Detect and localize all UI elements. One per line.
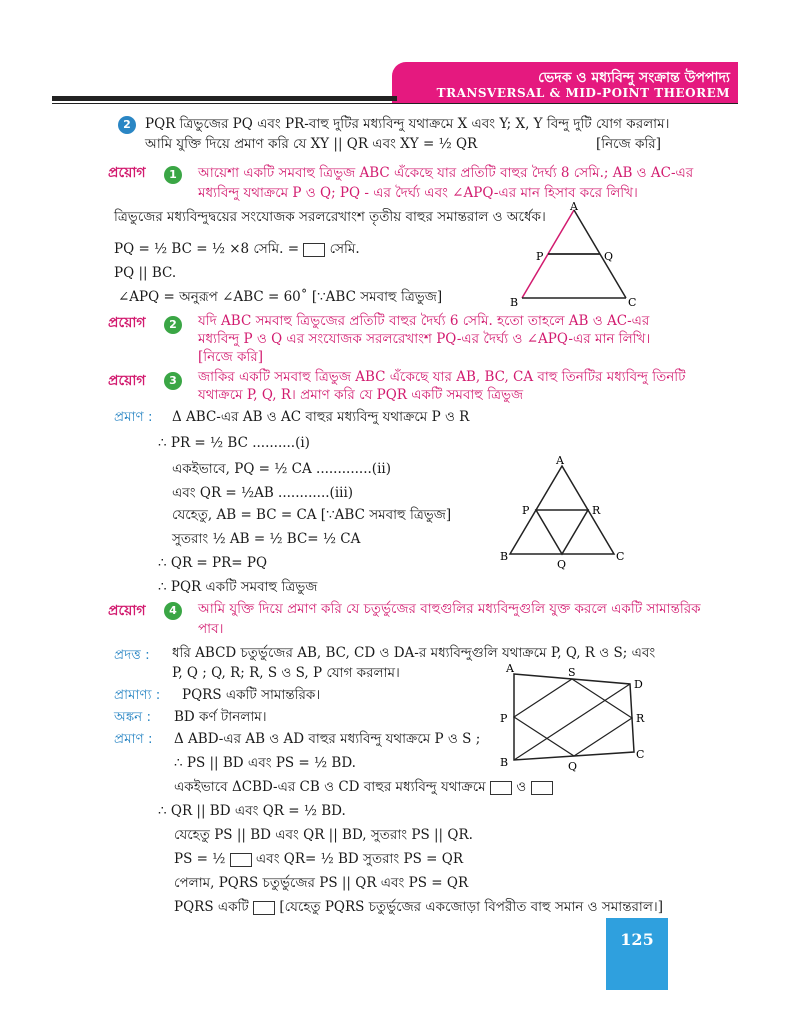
app3-p6: ∴ QR = PR= PQ: [158, 555, 268, 571]
app4-q4: ∴ QR || BD এবং QR = ½ BD.: [158, 803, 346, 819]
app4-line2: পাব।: [198, 621, 224, 637]
item2-line2: আমি যুক্তি দিয়ে প্রমাণ করি যে XY || QR এবং XY = ½ QR: [145, 136, 478, 152]
app3-p5: সুতরাং ½ AB = ½ BC= ½ CA: [172, 531, 361, 547]
figure-quadrilateral: [496, 662, 656, 774]
page-number: 125: [620, 930, 654, 949]
fig1-label-a: A: [570, 202, 578, 213]
app4-construction-label: অঙ্কন :: [114, 709, 152, 725]
fig3-label-b: B: [500, 756, 509, 769]
app4-q8-text-b: [যেহেতু PQRS চতুর্ভুজের একজোড়া বিপরীত বাহু সমান ও সমান্তরাল।]: [279, 899, 663, 915]
app4-q2: ∴ PS || BD এবং PS = ½ BD.: [174, 755, 356, 771]
app1-statement: ত্রিভুজের মধ্যবিন্দুদ্বয়ের সংযোজক সরলরেখাংশ তৃতীয় বাহুর সমান্তরাল ও অর্ধেক।: [114, 209, 546, 225]
app2-number: 2: [164, 316, 182, 334]
fig3-label-d: D: [634, 678, 643, 691]
app4-q8-text-a: PQRS একটি: [174, 899, 249, 915]
app1-line2: মধ্যবিন্দু যথাক্রমে P ও Q; PQ - এর দৈর্ঘ্য এবং ∠APQ-এর মান হিসাব করে লিখি।: [198, 185, 638, 201]
fig3-label-r: R: [636, 712, 645, 725]
app3-line1: জাকির একটি সমবাহু ত্রিভুজ ABC এঁকেছে যার AB, BC, CA বাহু তিনটির মধ্যবিন্দু তিনটি: [198, 369, 686, 385]
app4-q6-text-b: এবং QR= ½ BD সুতরাং PS = QR: [255, 851, 463, 867]
answer-box: [303, 243, 325, 257]
figure-triangle-1: [508, 202, 648, 310]
header-title-en: TRANSVERSAL & MID-POINT THEOREM: [436, 86, 730, 100]
answer-box: [230, 853, 252, 867]
app3-proof-label: প্রমাণ :: [114, 409, 153, 425]
fig2-label-c: C: [616, 550, 625, 563]
app4-given2: P, Q ; Q, R; R, S ও S, P যোগ করলাম।: [172, 665, 400, 681]
app4-proof-label: প্রমাণ :: [114, 731, 153, 747]
figure-triangle-2: [500, 452, 630, 572]
app4-q6: [174, 850, 463, 868]
header-rule-thin: [52, 103, 738, 104]
fig1-label-q: Q: [604, 250, 614, 263]
item2-note: [নিজে করি]: [596, 136, 661, 152]
app4-q1: Δ ABD-এর AB ও AD বাহুর মধ্যবিন্দু যথাক্রমে P ও S ;: [174, 731, 481, 747]
fig2-label-b: B: [500, 550, 509, 563]
app2-label: প্রয়োগ: [108, 315, 146, 331]
app4-given1: ধরি ABCD চতুর্ভুজের AB, BC, CD ও DA-র মধ্যবিন্দুগুলি যথাক্রমে P, Q, R ও S; এবং: [172, 645, 656, 661]
fig2-label-p: P: [522, 504, 530, 517]
app3-p2: একইভাবে, PQ = ½ CA .............(ii): [172, 461, 391, 477]
app1-eq2: PQ || BC.: [114, 265, 177, 281]
app4-q8: [174, 898, 663, 916]
app3-label: প্রয়োগ: [108, 373, 146, 389]
app4-number: 4: [164, 602, 182, 620]
app4-tbp-label: প্রামাণ্য :: [114, 687, 161, 703]
app4-q7: পেলাম, PQRS চতুর্ভুজের PS || QR এবং PS = QR: [174, 875, 469, 891]
fig3-label-q: Q: [568, 760, 578, 773]
app1-eq1: [114, 240, 360, 258]
app4-tbp: PQRS একটি সামান্তরিক।: [182, 687, 321, 703]
app4-line1: আমি যুক্তি দিয়ে প্রমাণ করি যে চতুর্ভুজের বাহুগুলির মধ্যবিন্দুগুলি যুক্ত করলে একটি সামান্তরিক: [198, 601, 701, 617]
fig3-label-c: C: [636, 748, 645, 761]
app4-q3-and: ও: [516, 779, 527, 795]
app1-label: প্রয়োগ: [108, 165, 146, 181]
fig3-label-a: A: [506, 662, 514, 675]
app2-line2: মধ্যবিন্দু P ও Q এর সংযোজক সরলরেখাংশ PQ-এর দৈর্ঘ্য ও ∠APQ-এর মান লিখি।: [198, 331, 651, 347]
app4-q6-text-a: PS = ½: [174, 851, 226, 867]
item2-line1: PQR ত্রিভুজের PQ এবং PR-বাহু দুটির মধ্যবিন্দু যথাক্রমে X এবং Y; X, Y বিন্দু দুটি যোগ করলাম।: [145, 116, 670, 132]
app4-q3: [174, 778, 553, 796]
app3-p0: Δ ABC-এর AB ও AC বাহুর মধ্যবিন্দু যথাক্রমে P ও R: [172, 409, 470, 425]
fig2-label-a: A: [556, 454, 564, 467]
answer-box: [490, 781, 512, 795]
fig1-label-c: C: [628, 296, 637, 309]
header-rule-thick: [52, 96, 397, 101]
app3-p7: ∴ PQR একটি সমবাহু ত্রিভুজ: [158, 579, 318, 595]
app1-line1: আয়েশা একটি সমবাহু ত্রিভুজ ABC এঁকেছে যার প্রতিটি বাহুর দৈর্ঘ্য 8 সেমি.; AB ও AC-এর: [198, 165, 694, 181]
app1-eq1-text: PQ = ½ BC = ½ ×8 সেমি. =: [114, 241, 300, 257]
answer-box: [253, 901, 275, 915]
fig3-label-s: S: [568, 666, 576, 679]
app3-line2: যথাক্রমে P, Q, R। প্রমাণ করি যে PQR একটি সমবাহু ত্রিভুজ: [198, 387, 524, 403]
app4-q3-text: একইভাবে ΔCBD-এর CB ও CD বাহুর মধ্যবিন্দু যথাক্রমে: [174, 779, 486, 795]
app4-construction: BD কর্ণ টানলাম।: [174, 709, 267, 725]
app3-p1: ∴ PR = ½ BC ..........(i): [158, 435, 310, 451]
fig2-label-r: R: [592, 504, 601, 517]
item2-number: 2: [118, 116, 136, 134]
fig3-label-p: P: [500, 712, 508, 725]
fig2-label-q: Q: [557, 558, 567, 571]
app4-label: প্রয়োগ: [108, 603, 146, 619]
fig1-label-p: P: [536, 250, 544, 263]
app4-given-label: প্রদত্ত :: [114, 647, 150, 663]
answer-box: [531, 781, 553, 795]
app3-number: 3: [164, 372, 182, 390]
app2-line3: [নিজে করি]: [198, 349, 263, 365]
app1-number: 1: [164, 166, 182, 184]
app1-eq1-unit: সেমি.: [329, 241, 360, 257]
app4-q5: যেহেতু PS || BD এবং QR || BD, সুতরাং PS || QR.: [174, 827, 473, 843]
page-number-box: [606, 918, 668, 990]
header-title-bn: ভেদক ও মধ্যবিন্দু সংক্রান্ত উপপাদ্য: [538, 70, 730, 86]
app3-p3: এবং QR = ½AB ............(iii): [172, 485, 354, 501]
app3-p4: যেহেতু, AB = BC = CA [∵ABC সমবাহু ত্রিভুজ]: [172, 507, 452, 523]
app2-line1: যদি ABC সমবাহু ত্রিভুজের প্রতিটি বাহুর দৈর্ঘ্য 6 সেমি. হতো তাহলে AB ও AC-এর: [198, 313, 650, 329]
fig1-label-b: B: [510, 296, 519, 309]
app1-eq3: ∠APQ = অনুরূপ ∠ABC = 60˚ [∵ABC সমবাহু ত্রিভুজ]: [118, 289, 443, 305]
